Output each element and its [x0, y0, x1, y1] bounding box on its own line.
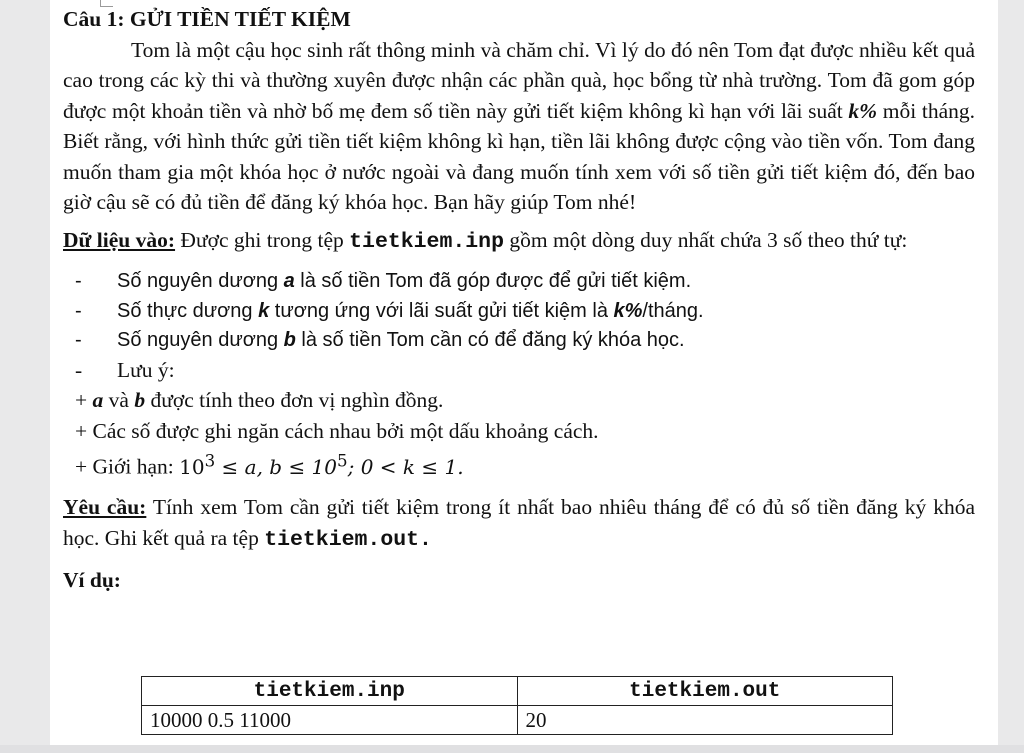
input-text-a: Được ghi trong tệp: [175, 227, 350, 252]
document-page: [50, 0, 998, 745]
var-k: k: [258, 299, 270, 322]
intro-text-b: mỗi tháng. Biết rằng, với hình thức gửi tiền tiết kiệm không kì hạn, tiền lãi không được cộng vào tiền vốn. Tom đang muốn tham gia một khóa học ở nước ngoài và đang muốn tính xem với số tiền gửi tiết kiệm đó, đến bao giờ cậu sẽ có đủ tiền để đăng ký khóa học. Bạn hãy giúp Tom nhé!: [63, 98, 975, 214]
example-heading: Ví dụ:: [63, 568, 121, 593]
note-units: + a và b được tính theo đơn vị nghìn đồng.: [75, 388, 444, 412]
limits-formula: $10^3 \le a$, $b \le 10^5$; 0 < k ≤ 1.: [179, 451, 464, 479]
output-filename: tietkiem.out.: [264, 527, 432, 552]
input-filename: tietkiem.inp: [349, 229, 504, 254]
table-header-row: [142, 677, 893, 706]
var-k-percent: k%: [613, 299, 643, 322]
problem-title: Câu 1: GỬI TIỀN TIẾT KIỆM: [63, 7, 351, 31]
example-table: [141, 676, 893, 735]
bottom-margin: [0, 745, 1024, 753]
output-description: [63, 492, 975, 555]
note-separator: + Các số được ghi ngăn cách nhau bởi một dấu khoảng cách.: [75, 418, 599, 443]
bullet-item: - Số thực dương k tương ứng với lãi suất gửi tiết kiệm là k%/tháng.: [75, 299, 704, 322]
document-content: [63, 4, 975, 596]
bullet-item: - Số nguyên dương a là số tiền Tom đã góp được để gửi tiết kiệm.: [75, 270, 692, 292]
input-heading: Dữ liệu vào:: [63, 227, 176, 252]
example-input-cell: 10000 0.5 11000: [142, 706, 518, 735]
intro-k-var: k%: [848, 98, 878, 123]
note-limits: + Giới hạn: $10^3 \le a$, $b \le 10^5$; 0 < k ≤ 1.: [75, 451, 464, 479]
left-margin: [0, 0, 50, 753]
input-description: [63, 225, 975, 258]
table-row: [142, 706, 893, 735]
bullet-item: - Lưu ý:: [75, 357, 175, 382]
output-text-a: Tính xem Tom cần gửi tiết kiệm trong ít nhất bao nhiêu tháng để có đủ số tiền đăng ký khóa học. Ghi kết quả ra tệp: [63, 495, 975, 550]
column-header-output: tietkiem.out: [517, 677, 893, 706]
intro-text-a: Tom là một cậu học sinh rất thông minh và chăm chỉ. Vì lý do đó nên Tom đạt được nhiều kết quả cao trong các kỳ thi và thường xuyên được nhận các phần quà, học bổng từ nhà trường. Tom đã gom góp được một khoản tiền và nhờ bố mẹ đem số tiền này gửi tiết kiệm không kì hạn với lãi suất: [63, 37, 975, 123]
var-a: a: [283, 270, 295, 292]
column-header-input: tietkiem.inp: [142, 677, 518, 706]
output-heading: Yêu cầu:: [63, 495, 147, 520]
example-output-cell: 20: [517, 706, 893, 735]
right-margin: [998, 0, 1024, 753]
bullet-item: - Số nguyên dương b là số tiền Tom cần có để đăng ký khóa học.: [75, 329, 685, 351]
intro-paragraph: [63, 35, 975, 218]
input-text-b: gồm một dòng duy nhất chứa 3 số theo thứ tự:: [503, 227, 908, 252]
var-b: b: [283, 329, 296, 351]
